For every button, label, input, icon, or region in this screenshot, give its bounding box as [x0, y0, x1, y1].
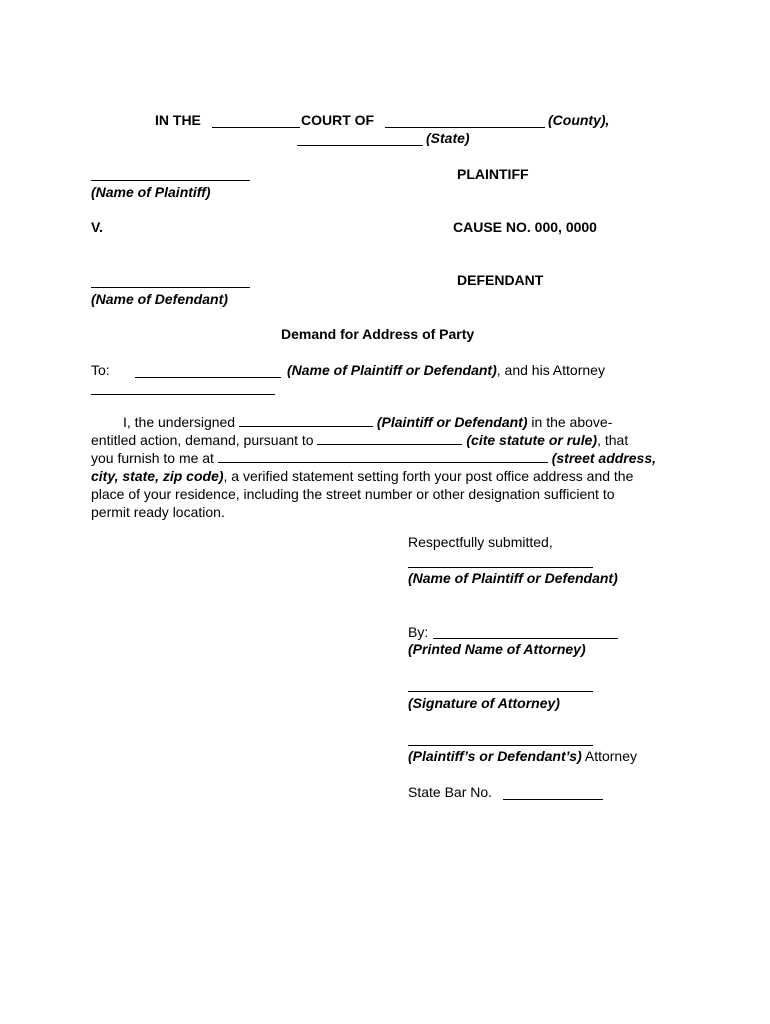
- attorney-signature-blank[interactable]: [408, 691, 593, 692]
- state-blank[interactable]: [297, 145, 423, 146]
- body-l1-a: I, the undersigned: [123, 414, 236, 430]
- body-line-4: [91, 467, 691, 485]
- attorney-word: Attorney: [581, 748, 637, 764]
- body-l2-c: , that: [597, 432, 629, 448]
- court-blank[interactable]: [212, 127, 300, 128]
- party-blank[interactable]: [239, 413, 373, 427]
- party-name-label: (Name of Plaintiff or Defendant): [408, 570, 618, 586]
- document-title: Demand for Address of Party: [281, 326, 475, 342]
- address-blank[interactable]: [218, 449, 548, 463]
- caption-court-of: COURT OF: [301, 112, 375, 128]
- body-line-1: [91, 413, 691, 431]
- plaintiff-name-blank[interactable]: [91, 180, 250, 181]
- to-attorney-text: , and his Attorney: [496, 362, 605, 378]
- printed-name-label: (Printed Name of Attorney): [408, 641, 586, 657]
- to-line-text: [287, 361, 605, 379]
- plaintiff-role: PLAINTIFF: [457, 166, 529, 182]
- to-label: To:: [91, 362, 110, 378]
- defendant-name-blank[interactable]: [91, 287, 250, 288]
- to-party-label: (Name of Plaintiff or Defendant): [287, 362, 497, 378]
- closing: Respectfully submitted,: [408, 534, 553, 550]
- cause-number: CAUSE NO. 000, 0000: [453, 219, 597, 235]
- plaintiff-name-label: (Name of Plaintiff): [91, 184, 211, 200]
- body-line-5: place of your residence, including the street number or other designation sufficient to: [91, 486, 615, 502]
- attorney-for-label: (Plaintiff’s or Defendant’s): [408, 748, 582, 764]
- to-name-blank[interactable]: [135, 377, 281, 378]
- attorney-for-blank[interactable]: [408, 745, 593, 746]
- caption-county: (County),: [548, 112, 610, 128]
- county-blank[interactable]: [385, 127, 545, 128]
- body-l4-b: , a verified statement setting forth your post office address and the: [223, 468, 634, 484]
- statute-blank[interactable]: [317, 431, 462, 445]
- caption-state: (State): [426, 130, 470, 146]
- body-l2-a: entitled action, demand, pursuant to: [91, 432, 314, 448]
- party-signature-blank[interactable]: [408, 567, 593, 568]
- body-l1-c: in the above-: [527, 414, 613, 430]
- by-label: By:: [408, 624, 429, 640]
- body-l3-a: you furnish to me at: [91, 450, 214, 466]
- bar-number-label: State Bar No.: [408, 784, 493, 800]
- defendant-role: DEFENDANT: [457, 272, 544, 288]
- body-line-6: permit ready location.: [91, 504, 225, 520]
- versus: V.: [91, 219, 103, 235]
- caption-in-the: IN THE: [155, 112, 201, 128]
- body-l1-b: (Plaintiff or Defendant): [376, 414, 528, 430]
- attorney-for-line: [408, 747, 637, 765]
- by-blank[interactable]: [433, 638, 618, 639]
- body-l4-a: city, state, zip code): [91, 468, 224, 484]
- bar-number-blank[interactable]: [503, 799, 603, 800]
- signature-label: (Signature of Attorney): [408, 695, 560, 711]
- attorney-name-blank[interactable]: [91, 394, 275, 395]
- defendant-name-label: (Name of Defendant): [91, 291, 228, 307]
- body-l2-b: (cite statute or rule): [466, 432, 598, 448]
- body-line-2: [91, 431, 691, 449]
- body-paragraph: [91, 413, 691, 521]
- body-line-3: [91, 449, 691, 467]
- body-l3-b: (street address,: [551, 450, 657, 466]
